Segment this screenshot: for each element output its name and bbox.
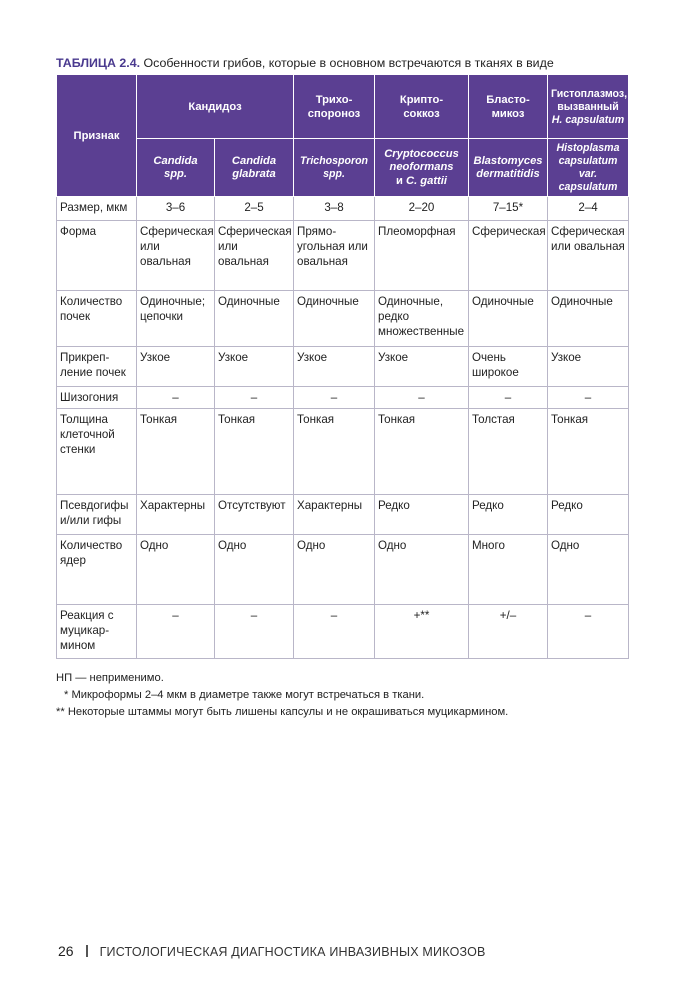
note-na: НП — неприменимо. (56, 672, 164, 684)
table-cell: Узкое (375, 347, 469, 387)
table-row (57, 387, 629, 409)
species-candida-spp: Candida spp. (137, 139, 215, 197)
note-star1: * Микроформы 2–4 мкм в диаметре также могут встречаться в ткани. (64, 689, 425, 701)
row-label: Шизогония (57, 387, 137, 409)
table-cell: Одно (215, 535, 294, 605)
table-cell: Редко (469, 495, 548, 535)
table-cell: Тонкая (294, 409, 375, 495)
table-cell: Одиночные (469, 291, 548, 347)
table-cell: Одно (294, 535, 375, 605)
table-cell: – (548, 605, 629, 659)
table-cell: Сферическая или овальная (548, 221, 629, 291)
table-row (57, 347, 629, 387)
table-cell: Сферическая или овальная (137, 221, 215, 291)
table-cell: – (548, 387, 629, 409)
table-cell: Характерны (294, 495, 375, 535)
table-cell: Тонкая (137, 409, 215, 495)
table-cell: Одиночные (294, 291, 375, 347)
species-trichosporon: Trichosporon spp. (294, 139, 375, 197)
table-cell: Много (469, 535, 548, 605)
row-label: Псевдогифы и/или гифы (57, 495, 137, 535)
table-cell: +/– (469, 605, 548, 659)
table-cell: 2–20 (375, 197, 469, 221)
row-label: Размер, мкм (57, 197, 137, 221)
caption-text: Особенности грибов, которые в основном встречаются в тканях в виде (140, 56, 554, 70)
table-cell: Отсутствуют (215, 495, 294, 535)
header-blastomycosis: Бласто- микоз (469, 75, 548, 139)
table-cell: Одно (137, 535, 215, 605)
table-cell: Одиночные, редко множественные (375, 291, 469, 347)
table-cell: 7–15* (469, 197, 548, 221)
table-row (57, 605, 629, 659)
table-cell: Узкое (548, 347, 629, 387)
table-cell: 2–5 (215, 197, 294, 221)
table-caption (56, 55, 630, 71)
table-cell: Толстая (469, 409, 548, 495)
species-blastomyces: Blastomyces dermatitidis (469, 139, 548, 197)
table-row (57, 409, 629, 495)
table-cell: – (375, 387, 469, 409)
header-feature: Признак (57, 75, 137, 197)
row-label: Количество почек (57, 291, 137, 347)
table-cell: Очень широкое (469, 347, 548, 387)
running-title: ГИСТОЛОГИЧЕСКАЯ ДИАГНОСТИКА ИНВАЗИВНЫХ МИКОЗОВ (99, 945, 486, 959)
table-cell: Тонкая (375, 409, 469, 495)
table-cell: Сферическая или овальная (215, 221, 294, 291)
table-cell: Прямо-угольная или овальная (294, 221, 375, 291)
row-label: Реакция с муцикар-мином (57, 605, 137, 659)
table-cell: Узкое (137, 347, 215, 387)
table-cell: – (215, 605, 294, 659)
table-cell: – (215, 387, 294, 409)
table-notes (56, 670, 508, 721)
table-cell: Тонкая (548, 409, 629, 495)
table-cell: 2–4 (548, 197, 629, 221)
row-label: Прикреп-ление почек (57, 347, 137, 387)
species-cryptococcus: Cryptococcus neoformans и C. gattii (375, 139, 469, 197)
table-cell: – (294, 605, 375, 659)
row-label: Форма (57, 221, 137, 291)
species-histoplasma: Histoplasma capsulatum var. capsulatum (548, 139, 629, 197)
caption-label: ТАБЛИЦА 2.4. (56, 56, 141, 70)
table-row (57, 495, 629, 535)
table-cell: Характерны (137, 495, 215, 535)
note-star2: ** Некоторые штаммы могут быть лишены капсулы и не окрашиваться муцикармином. (56, 706, 509, 718)
table-cell: Узкое (294, 347, 375, 387)
header-candidiasis: Кандидоз (137, 75, 294, 139)
fungi-features-table (56, 74, 629, 659)
row-label: Толщина клеточной стенки (57, 409, 137, 495)
header-cryptococcosis: Крипто- coккоз (375, 75, 469, 139)
table-cell: Тонкая (215, 409, 294, 495)
table-cell: Одиночные; цепочки (137, 291, 215, 347)
table-cell: Узкое (215, 347, 294, 387)
page-footer (58, 943, 486, 959)
table-cell: Одиночные (548, 291, 629, 347)
table-cell: – (469, 387, 548, 409)
table-cell: Плеоморфная (375, 221, 469, 291)
table-cell: 3–6 (137, 197, 215, 221)
footer-divider (86, 945, 88, 957)
table-cell: Редко (548, 495, 629, 535)
table-cell: Сферическая (469, 221, 548, 291)
table-cell: 3–8 (294, 197, 375, 221)
table-row (57, 197, 629, 221)
species-candida-glabrata: Candida glabrata (215, 139, 294, 197)
page-number: 26 (58, 943, 74, 959)
table-row (57, 535, 629, 605)
table-row (57, 221, 629, 291)
table-cell: Одно (375, 535, 469, 605)
table-cell: Одиночные (215, 291, 294, 347)
table-row (57, 291, 629, 347)
table-cell: +** (375, 605, 469, 659)
table-cell: – (137, 387, 215, 409)
row-label: Количество ядер (57, 535, 137, 605)
table-cell: – (137, 605, 215, 659)
header-histoplasmosis: Гистоплазмоз, вызванный H. capsulatum (548, 75, 629, 139)
table-cell: Редко (375, 495, 469, 535)
table-cell: – (294, 387, 375, 409)
table-cell: Одно (548, 535, 629, 605)
header-trichosporonosis: Трихо- спороноз (294, 75, 375, 139)
